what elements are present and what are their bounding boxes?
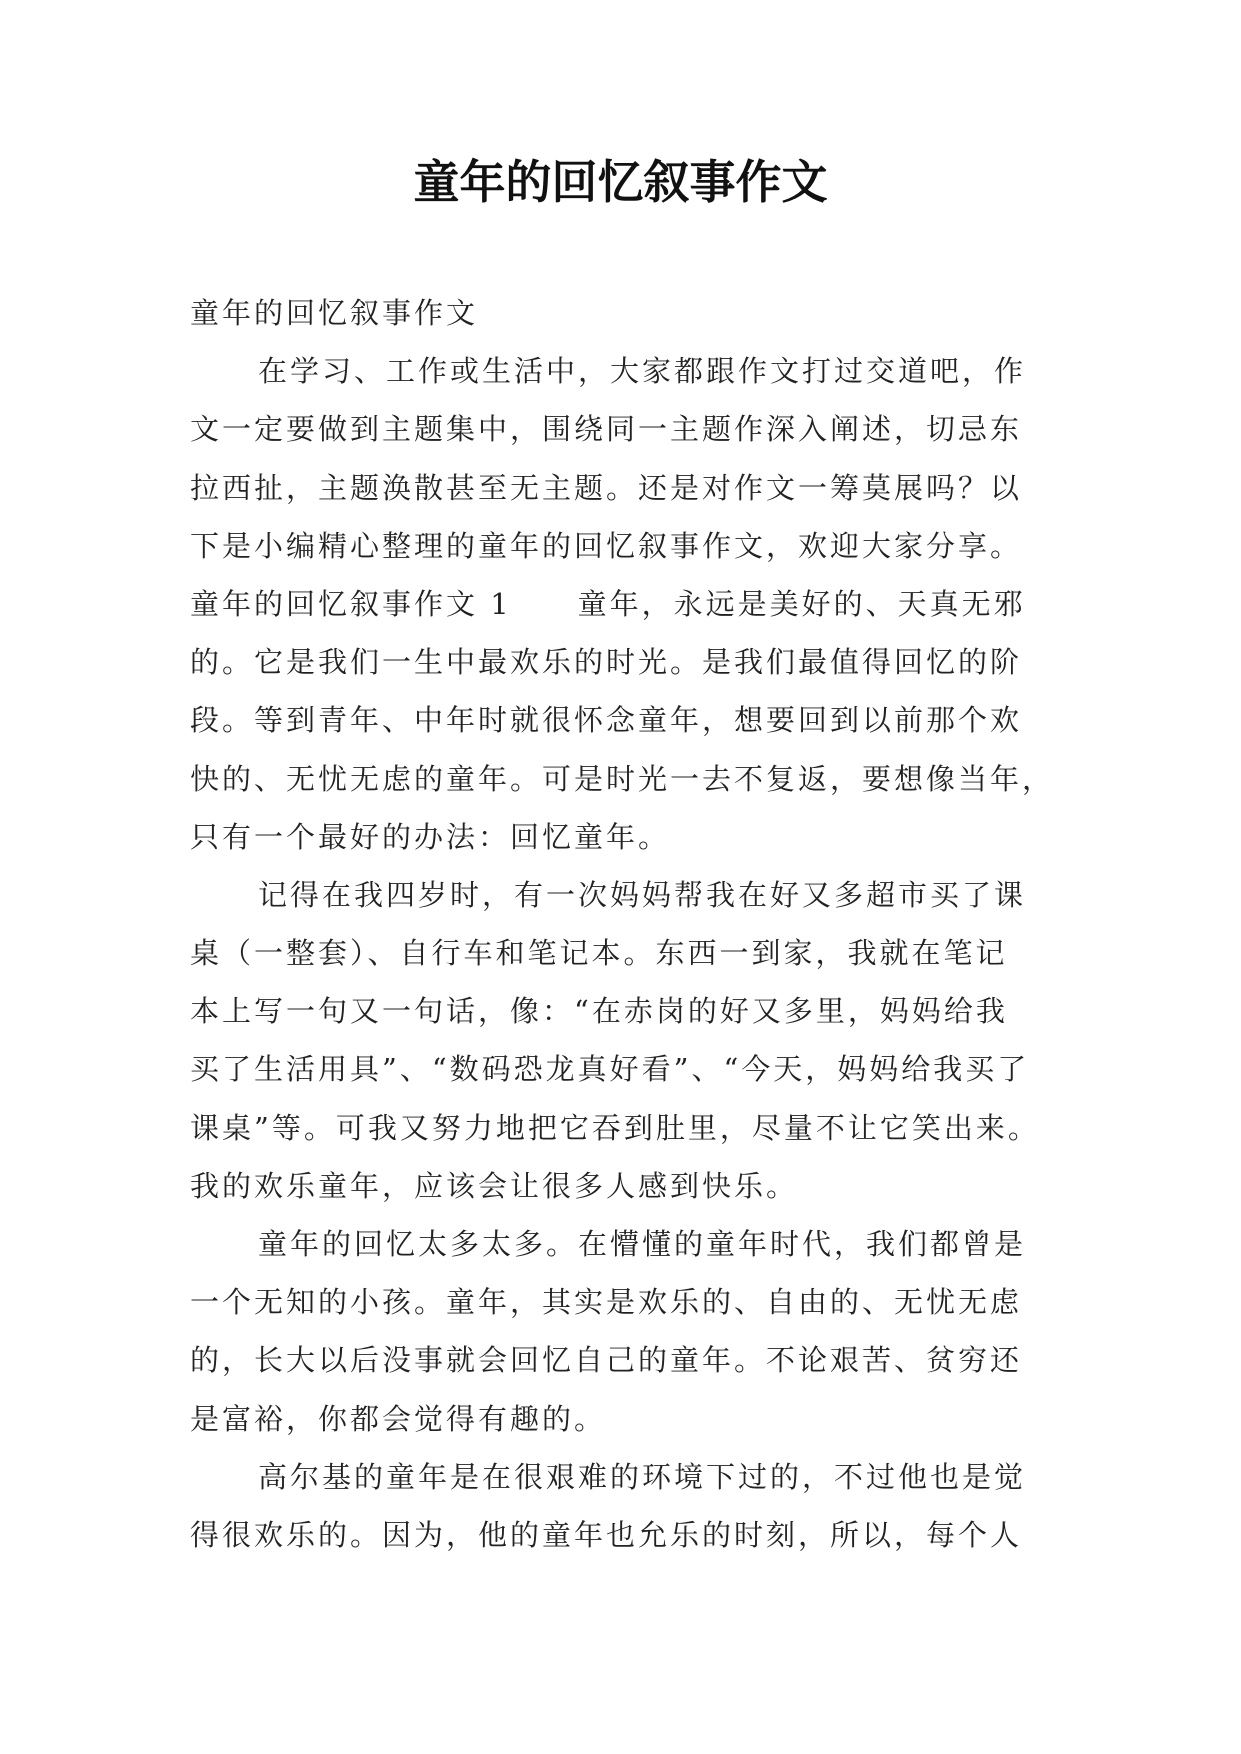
text-line xyxy=(190,866,1050,924)
text-line xyxy=(190,1506,1050,1564)
text-line-content: 高尔基的童年是在很艰难的环境下过的，不过他也是觉 xyxy=(258,1459,1027,1494)
text-line xyxy=(190,982,1050,1040)
text-line xyxy=(190,1157,1050,1215)
text-line xyxy=(190,1390,1050,1448)
text-line xyxy=(190,284,1050,342)
text-line-content: 童年的回忆叙事作文 1 xyxy=(190,586,512,621)
text-line xyxy=(190,517,1050,575)
text-line xyxy=(190,1448,1050,1506)
text-line-content: 得很欢乐的。因为，他的童年也允乐的时刻，所以，每个人 xyxy=(190,1517,1023,1552)
text-line xyxy=(190,575,1050,633)
text-line-content: 课桌”等。可我又努力地把它吞到肚里，尽量不让它笑出来。 xyxy=(190,1110,1040,1145)
text-line-content: 记得在我四岁时，有一次妈妈帮我在好又多超市买了课 xyxy=(258,877,1027,912)
text-line xyxy=(190,633,1050,691)
text-line-content: 的，长大以后没事就会回忆自己的童年。不论艰苦、贫穷还 xyxy=(190,1343,1023,1378)
text-line-content: 的。它是我们一生中最欢乐的时光。是我们最值得回忆的阶 xyxy=(190,645,1023,680)
text-line xyxy=(190,808,1050,866)
text-line-content: 买了生活用具”、“数码恐龙真好看”、“今天，妈妈给我买了 xyxy=(190,1052,1030,1087)
text-line-content: 我的欢乐童年，应该会让很多人感到快乐。 xyxy=(190,1168,799,1203)
document-body xyxy=(190,284,1055,1564)
text-line xyxy=(190,924,1050,982)
text-line-content: 童年的回忆叙事作文 xyxy=(190,296,479,330)
text-line xyxy=(190,342,1050,400)
text-line-content: 本上写一句又一句话，像：“在赤岗的好又多里，妈妈给我 xyxy=(190,994,1008,1029)
text-line xyxy=(190,691,1050,749)
text-line-content: 文一定要做到主题集中，围绕同一主题作深入阐述，切忌东 xyxy=(190,412,1023,447)
text-line-content: 段。等到青年、中年时就很怀念童年，想要回到以前那个欢 xyxy=(190,703,1023,738)
text-line-content: 只有一个最好的办法：回忆童年。 xyxy=(190,819,671,854)
text-line xyxy=(190,1040,1050,1098)
text-line-content: 是富裕，你都会觉得有趣的。 xyxy=(190,1401,607,1436)
text-line-content: 在学习、工作或生活中，大家都跟作文打过交道吧，作 xyxy=(258,354,1027,389)
text-line xyxy=(190,459,1050,517)
text-line-content: 下是小编精心整理的童年的回忆叙事作文，欢迎大家分享。 xyxy=(190,528,1023,563)
text-line xyxy=(190,1273,1050,1331)
text-line-content: 童年的回忆太多太多。在懵懂的童年时代，我们都曾是 xyxy=(258,1227,1027,1261)
text-line-content: 拉西扯，主题涣散甚至无主题。还是对作文一筹莫展吗？以 xyxy=(190,470,1023,505)
text-line xyxy=(190,1331,1050,1389)
text-line-continuation: 童年，永远是美好的、天真无邪 xyxy=(577,586,1026,621)
text-line xyxy=(190,750,1055,808)
text-line-content: 桌（一整套）、自行车和笔记本。东西一到家，我就在笔记 xyxy=(190,936,1008,971)
text-line xyxy=(190,400,1050,458)
text-line xyxy=(190,1215,1050,1273)
text-line-content: 快的、无忧无虑的童年。可是时光一去不复返，要想像当年， xyxy=(190,761,1055,796)
text-line xyxy=(190,1099,1050,1157)
document-title: 童年的回忆叙事作文 xyxy=(413,155,828,209)
text-line-content: 一个无知的小孩。童年，其实是欢乐的、自由的、无忧无虑 xyxy=(190,1285,1023,1320)
